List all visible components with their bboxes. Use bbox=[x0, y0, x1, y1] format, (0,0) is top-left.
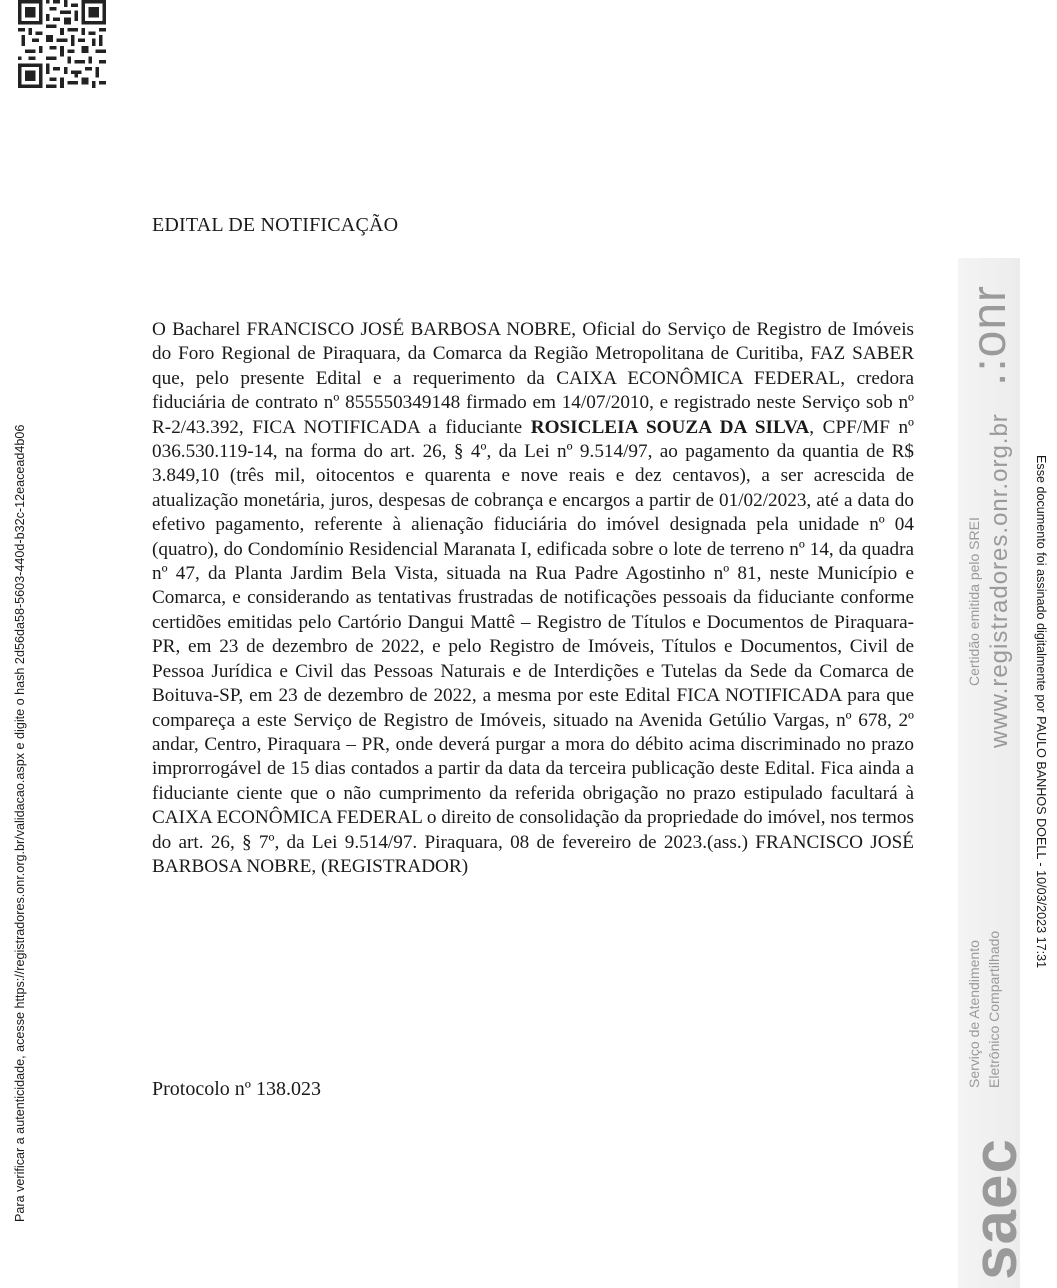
document-title: EDITAL DE NOTIFICAÇÃO bbox=[152, 214, 399, 236]
saec-logo: saec bbox=[961, 1138, 1030, 1280]
debtor-name: ROSICLEIA SOUZA DA SILVA bbox=[530, 416, 810, 438]
digital-signature-text: Esse documento foi assinado digitalmente por PAULO BANHOS DOELL - 10/03/2023 17:31 bbox=[1034, 455, 1048, 969]
qr-code bbox=[18, 0, 106, 88]
certificate-line: Certidão emitida pelo SREI bbox=[966, 517, 982, 686]
registry-stamp bbox=[958, 258, 1030, 1288]
body-text-part2: , CPF/MF nº 036.530.119-14, na forma do art. 26, § 4º, da Lei nº 9.514/97, ao pagamento da quantia de R$ 3.849,10 (três mil, oitocentos e quarenta e nove reais e dez centavos), a ser acrescida de atualização monetária, juros, despesas de cobrança e encargos a partir de 01/02/2023, até a data do efetivo pagamento, referente à alienação fiduciária do imóvel designada pela unidade nº 04 (quatro), do Condomínio Residencial Maranata I, edificada sobre o lote de terreno nº 14, da quadra nº 47, da Planta Jardim Bela Vista, situada na Rua Padre Agostinho nº 81, neste Município e Comarca, e considerando as tentativas frustradas de notificações pessoais da fiduciante conforme certidões emitidas pelo Cartório Dangui Mattê – Registro de Títulos e Documentos de Piraquara-PR, em 23 de dezembro de 2022, e pelo Registro de Imóveis, Títulos e Documentos, Civil de Pessoa Jurídica e Civil das Pessoas Naturais e de Interdições e Tutelas da Sede da Comarca de Boituva-SP, em 23 de dezembro de 2022, a mesma por este Edital FICA NOTIFICADA para que compareça a este Serviço de Registro de Imóveis, situado na Avenida Getúlio Vargas, nº 678, 2º andar, Centro, Piraquara – PR, onde deverá purgar a mora do débito acima discriminado no prazo improrrogável de 15 dias contados a partir da data da terceira publicação deste Edital. Fica ainda a fiduciante ciente que o não cumprimento da referida obrigação no prazo estipulado facultará à CAIXA ECONÔMICA FEDERAL o direito de consolidação da propriedade do imóvel, nos termos do art. 26, § 7º, da Lei 9.514/97. Piraquara, 08 de fevereiro de 2023.(ass.) FRANCISCO JOSÉ BARBOSA NOBRE, (REGISTRADOR) bbox=[152, 416, 914, 877]
verification-text: Para verificar a autenticidade, acesse https://registradores.onr.org.br/validacao.aspx e digite o hash 2d56da58-5603-440d-b32c-12eacead4b06 bbox=[13, 424, 27, 1222]
onr-logo: .:onr bbox=[963, 284, 1016, 386]
service-line-1: Serviço de Atendimento bbox=[966, 940, 982, 1088]
service-line-2: Eletrônico Compartilhado bbox=[986, 930, 1002, 1088]
registry-website: www.registradores.onr.org.br bbox=[986, 413, 1013, 748]
body-text-part1: O Bacharel FRANCISCO JOSÉ BARBOSA NOBRE, Oficial do Serviço de Registro de Imóveis do Foro Regional de Piraquara, da Comarca da Região Metropolitana de Curitiba, FAZ SABER que, pelo presente Edital e a requerimento da CAIXA ECONÔMICA FEDERAL, credora fiduciária de contrato nº 855550349148 firmado em 14/07/2010, e registrado neste Serviço sob nº R-2/43.392, FICA NOTIFICADA a fiduciante bbox=[152, 319, 914, 438]
notice-body bbox=[152, 318, 914, 879]
protocol-number: Protocolo nº 138.023 bbox=[152, 1078, 321, 1100]
